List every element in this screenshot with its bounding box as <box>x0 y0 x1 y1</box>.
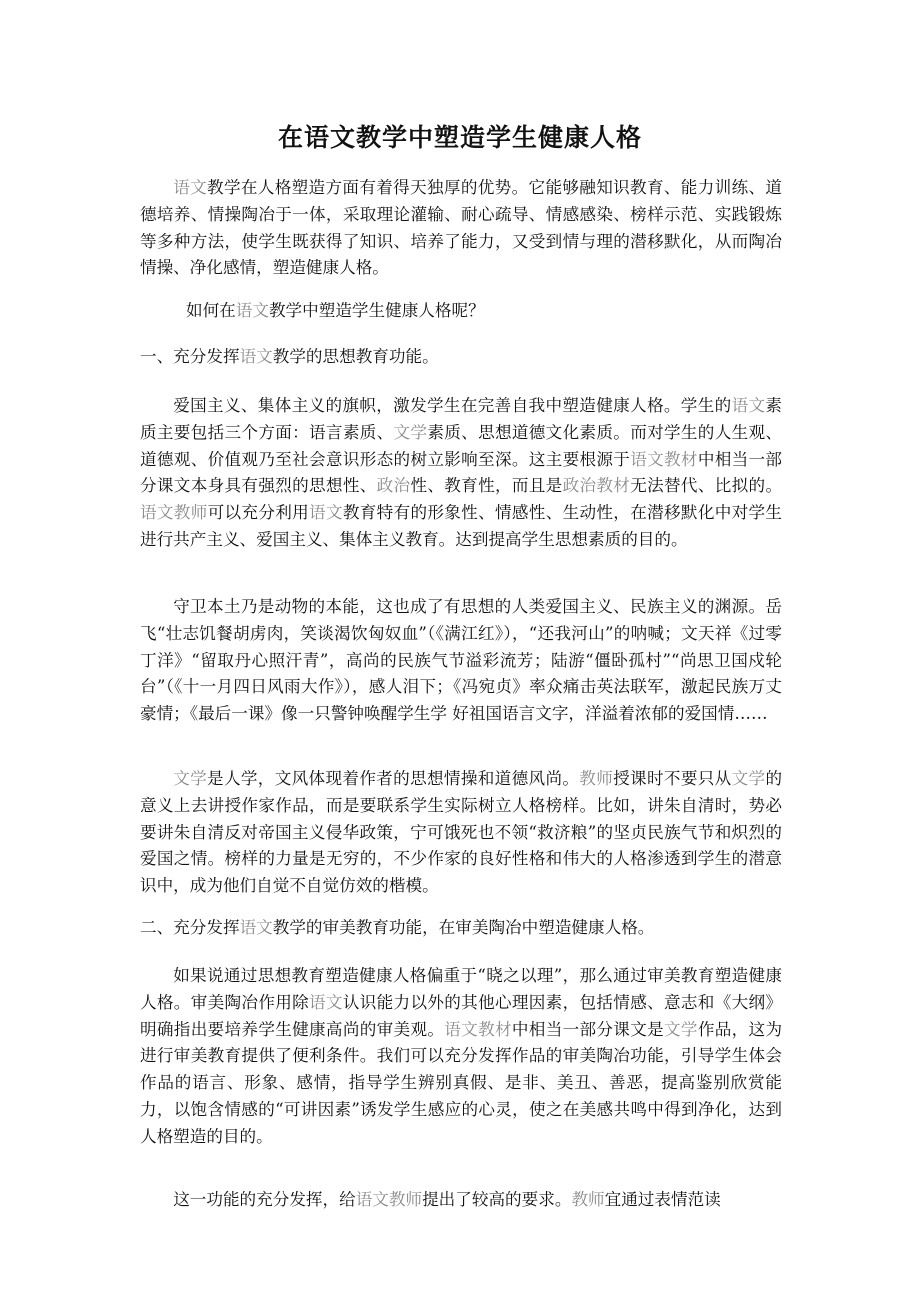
keyword-link: 文学 <box>664 1019 698 1039</box>
body-text: 素质主要包括三个方面：语言素质、 <box>140 396 783 442</box>
body-text: 如何在 <box>186 301 236 320</box>
body-text: 性、教育性，而且是 <box>410 476 563 496</box>
keyword-link: 教师 <box>571 1190 605 1209</box>
page-title: 在语文教学中塑造学生健康人格 <box>277 123 642 152</box>
body-text: 的意义上去讲授作家作品，而是要联系学生实际树立人格榜样。比如，讲朱自清时，势必要讲朱自清反对帝国主义侵华政策，宁可饿死也不领“救济粮”的坚贞民族气节和炽烈的爱国之情。榜样的力量是无穷的，不少作家的良好性格和伟大的人格渗透到学生的潜意识中，成为他们自觉不自觉仿效的楷模。 <box>140 769 783 896</box>
keyword-link: 文学 <box>731 769 766 788</box>
keyword-link: 语文教师 <box>355 1190 423 1209</box>
body-text: 教学中塑造学生健康人格呢？ <box>268 301 485 320</box>
body-text: 无法替代、比拟的。 <box>630 476 783 496</box>
paragraph-homeland <box>140 594 782 728</box>
keyword-link: 教师 <box>579 769 614 788</box>
keyword-link: 政治教材 <box>562 476 631 496</box>
section-heading-1 <box>140 344 782 371</box>
body-text: 授课时不要只从 <box>613 769 732 788</box>
body-text: 一、充分发挥 <box>140 347 240 366</box>
paragraph-teacher <box>140 1187 782 1214</box>
section-heading-2 <box>140 915 782 942</box>
paragraph-aesthetics <box>140 963 782 1151</box>
keyword-link: 语文教师 <box>140 503 208 523</box>
body-text: 素质、思想道德文化素质。而对学生的人生观、道德观、价值观乃至社会意识形态的树立影响至深。这主要根源于 <box>140 422 783 469</box>
body-text: 教育特有的形象性、情感性、生动性，在潜移默化中对学生进行共产主义、爱国主义、集体主义教育。达到提高学生思想素质的目的。 <box>140 503 783 549</box>
keyword-link: 语文 <box>309 992 343 1012</box>
keyword-link: 文学 <box>173 769 208 788</box>
keyword-link: 语文 <box>731 396 766 415</box>
body-text: 守卫本土乃是动物的本能，这也成了有思想的人类爱国主义、民族主义的渊源。岳飞“壮志饥餐胡虏肉，笑谈渴饮匈奴血”（《满江红》），“还我河山”的呐喊；文天祥《过零丁洋》“留取丹心照汗青”，高尚的民族气节溢彩流芳；陆游“僵卧孤村”“尚思卫国戍轮台”（《十一月四日风雨大作》），感人泪下；《冯宛贞》率众痛击英法联军，激起民族万丈豪情；《最后一课》像一只警钟唤醒学生学 好祖国语言文字，洋溢着浓郁的爱国情…… <box>140 597 782 724</box>
body-text: 教学在人格塑造方面有着得天独厚的优势。它能够融知识教育、能力训练、道德培养、情操陶冶于一体，采取理论灌输、耐心疏导、情感感染、榜样示范、实践锻炼等多种方法，使学生既获得了知识、培养了能力，又受到情与理的潜移默化，从而陶冶情操、净化感情，塑造健康人格。 <box>140 178 783 278</box>
body-text: 是人学，文风体现着作者的思想情操和道德风尚。 <box>207 769 580 788</box>
body-text: 二、充分发挥 <box>140 918 240 937</box>
keyword-link: 语文 <box>309 503 343 523</box>
keyword-link: 语文 <box>173 178 208 197</box>
body-text: 爱国主义、集体主义的旗帜，激发学生在完善自我中塑造健康人格。学生的 <box>173 396 732 415</box>
body-text: 可以充分利用 <box>207 503 310 523</box>
keyword-link: 政治 <box>376 476 411 496</box>
paragraph-patriotism <box>140 393 782 554</box>
body-text: 作品，这为进行审美教育提供了便利条件。我们可以充分发挥作品的审美陶冶功能，引导学生体会作品的语言、形象、感情，指导学生辨别真假、是非、美丑、善恶，提高鉴别欣赏能力，以饱含情感的“可讲因素”诱发学生感应的心灵，使之在美感共鸣中得到净化，达到人格塑造的目的。 <box>140 1019 783 1146</box>
keyword-link: 语文 <box>239 918 273 937</box>
body-text: 提出了较高的要求。 <box>422 1190 572 1209</box>
body-text: 中相当一部分课文本身具有强烈的思想性、 <box>140 449 783 496</box>
paragraph-literature <box>140 766 782 900</box>
body-text: 认识能力以外的其他心理因素，包括情感、意志和《大纲》明确指出要培养学生健康高尚的审美观。 <box>140 992 783 1039</box>
keyword-link: 语文教材 <box>630 449 698 469</box>
body-text: 中相当一部分课文是 <box>511 1019 665 1039</box>
keyword-link: 文学 <box>393 422 428 442</box>
body-text: 宜通过表情范读 <box>604 1190 721 1209</box>
paragraph-question <box>186 298 828 325</box>
body-text: 如果说通过思想教育塑造健康人格偏重于“晓之以理”，那么通过审美教育塑造健康人格。审美陶冶作用除 <box>140 966 782 1012</box>
body-text: 教学的审美教育功能，在审美陶冶中塑造健康人格。 <box>272 918 655 937</box>
keyword-link: 语文教材 <box>444 1019 512 1039</box>
body-text: 这一功能的充分发挥，给 <box>173 1190 356 1209</box>
keyword-link: 语文 <box>235 301 269 320</box>
body-text: 教学的思想教育功能。 <box>272 347 439 366</box>
keyword-link: 语文 <box>239 347 273 366</box>
paragraph-intro <box>140 175 782 282</box>
